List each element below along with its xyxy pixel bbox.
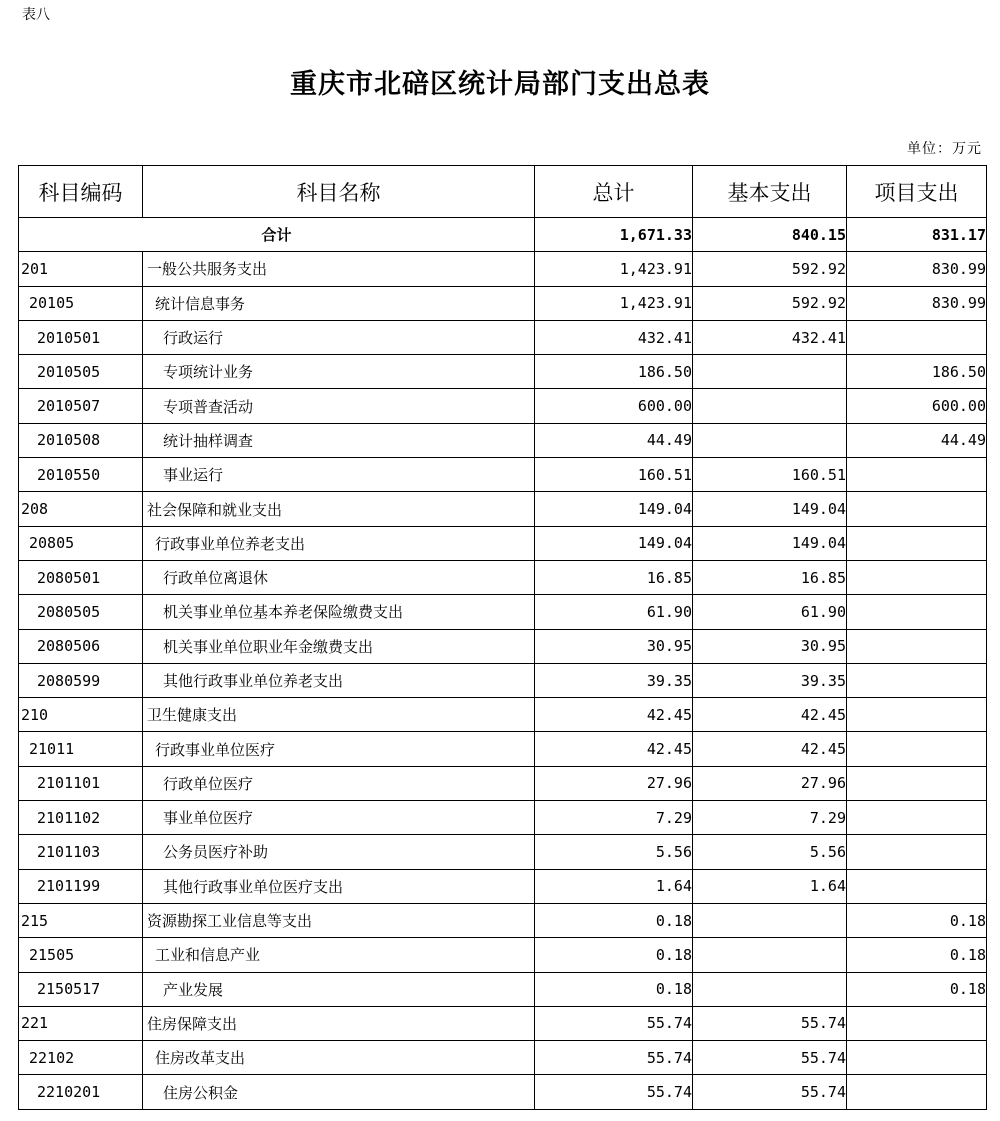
row-name: 产业发展 bbox=[143, 972, 535, 1006]
row-total: 1,423.91 bbox=[535, 286, 693, 320]
row-basic bbox=[693, 903, 847, 937]
page-title: 重庆市北碚区统计局部门支出总表 bbox=[290, 69, 710, 100]
unit-label: 单位：万元 bbox=[907, 141, 982, 157]
row-code: 2101199 bbox=[19, 869, 143, 903]
table-row bbox=[19, 903, 987, 937]
row-name: 行政事业单位养老支出 bbox=[143, 526, 535, 560]
row-basic: 149.04 bbox=[693, 526, 847, 560]
header-code: 科目编码 bbox=[19, 166, 143, 218]
table-row bbox=[19, 1041, 987, 1075]
row-total: 44.49 bbox=[535, 423, 693, 457]
row-project bbox=[847, 732, 987, 766]
row-name: 资源勘探工业信息等支出 bbox=[143, 903, 535, 937]
row-project: 600.00 bbox=[847, 389, 987, 423]
table-row bbox=[19, 663, 987, 697]
row-basic bbox=[693, 938, 847, 972]
row-name: 事业运行 bbox=[143, 458, 535, 492]
row-total: 61.90 bbox=[535, 595, 693, 629]
row-project: 830.99 bbox=[847, 286, 987, 320]
row-code: 20105 bbox=[19, 286, 143, 320]
row-total: 432.41 bbox=[535, 320, 693, 354]
row-code: 2080505 bbox=[19, 595, 143, 629]
row-basic bbox=[693, 423, 847, 457]
row-basic: 55.74 bbox=[693, 1075, 847, 1109]
row-basic: 27.96 bbox=[693, 766, 847, 800]
row-code: 201 bbox=[19, 252, 143, 286]
row-total: 55.74 bbox=[535, 1006, 693, 1040]
table-row bbox=[19, 252, 987, 286]
row-name: 卫生健康支出 bbox=[143, 698, 535, 732]
row-code: 2080506 bbox=[19, 629, 143, 663]
table-row bbox=[19, 492, 987, 526]
row-total: 5.56 bbox=[535, 835, 693, 869]
table-row bbox=[19, 938, 987, 972]
total-label: 合计 bbox=[19, 218, 535, 252]
row-total: 16.85 bbox=[535, 560, 693, 594]
row-project bbox=[847, 526, 987, 560]
total-basic: 840.15 bbox=[693, 218, 847, 252]
table-row bbox=[19, 458, 987, 492]
table-row bbox=[19, 1006, 987, 1040]
row-total: 0.18 bbox=[535, 938, 693, 972]
row-basic: 149.04 bbox=[693, 492, 847, 526]
row-total: 42.45 bbox=[535, 732, 693, 766]
row-code: 2010550 bbox=[19, 458, 143, 492]
row-code: 2010501 bbox=[19, 320, 143, 354]
table-row bbox=[19, 766, 987, 800]
row-project bbox=[847, 320, 987, 354]
row-basic: 160.51 bbox=[693, 458, 847, 492]
header-total: 总计 bbox=[535, 166, 693, 218]
row-project bbox=[847, 869, 987, 903]
row-name: 住房公积金 bbox=[143, 1075, 535, 1109]
row-project bbox=[847, 698, 987, 732]
row-total: 27.96 bbox=[535, 766, 693, 800]
row-basic: 61.90 bbox=[693, 595, 847, 629]
row-total: 55.74 bbox=[535, 1075, 693, 1109]
row-code: 2150517 bbox=[19, 972, 143, 1006]
row-project: 0.18 bbox=[847, 972, 987, 1006]
row-code: 2010505 bbox=[19, 355, 143, 389]
table-row bbox=[19, 526, 987, 560]
row-code: 2210201 bbox=[19, 1075, 143, 1109]
header-project: 项目支出 bbox=[847, 166, 987, 218]
row-name: 其他行政事业单位养老支出 bbox=[143, 663, 535, 697]
row-project: 0.18 bbox=[847, 938, 987, 972]
row-total: 42.45 bbox=[535, 698, 693, 732]
row-code: 2010507 bbox=[19, 389, 143, 423]
row-basic: 39.35 bbox=[693, 663, 847, 697]
row-project bbox=[847, 835, 987, 869]
row-code: 20805 bbox=[19, 526, 143, 560]
table-row bbox=[19, 595, 987, 629]
row-name: 事业单位医疗 bbox=[143, 801, 535, 835]
total-sum: 1,671.33 bbox=[535, 218, 693, 252]
row-name: 统计信息事务 bbox=[143, 286, 535, 320]
row-name: 专项普查活动 bbox=[143, 389, 535, 423]
row-total: 30.95 bbox=[535, 629, 693, 663]
row-basic bbox=[693, 355, 847, 389]
table-row bbox=[19, 972, 987, 1006]
row-code: 2101103 bbox=[19, 835, 143, 869]
total-row bbox=[19, 218, 987, 252]
expenditure-table bbox=[18, 165, 987, 1110]
row-project bbox=[847, 595, 987, 629]
row-basic bbox=[693, 389, 847, 423]
row-code: 2080501 bbox=[19, 560, 143, 594]
row-total: 1,423.91 bbox=[535, 252, 693, 286]
row-basic: 42.45 bbox=[693, 732, 847, 766]
row-name: 专项统计业务 bbox=[143, 355, 535, 389]
row-basic: 30.95 bbox=[693, 629, 847, 663]
header-row bbox=[19, 166, 987, 218]
row-name: 机关事业单位职业年金缴费支出 bbox=[143, 629, 535, 663]
row-basic bbox=[693, 972, 847, 1006]
row-basic: 16.85 bbox=[693, 560, 847, 594]
row-project: 44.49 bbox=[847, 423, 987, 457]
row-project bbox=[847, 801, 987, 835]
table-row bbox=[19, 869, 987, 903]
row-name: 统计抽样调查 bbox=[143, 423, 535, 457]
row-name: 一般公共服务支出 bbox=[143, 252, 535, 286]
row-name: 社会保障和就业支出 bbox=[143, 492, 535, 526]
row-total: 55.74 bbox=[535, 1041, 693, 1075]
header-basic: 基本支出 bbox=[693, 166, 847, 218]
row-code: 22102 bbox=[19, 1041, 143, 1075]
total-project: 831.17 bbox=[847, 218, 987, 252]
row-basic: 592.92 bbox=[693, 252, 847, 286]
row-code: 2101102 bbox=[19, 801, 143, 835]
row-basic: 592.92 bbox=[693, 286, 847, 320]
row-code: 21011 bbox=[19, 732, 143, 766]
row-project bbox=[847, 492, 987, 526]
row-total: 600.00 bbox=[535, 389, 693, 423]
row-total: 39.35 bbox=[535, 663, 693, 697]
row-name: 其他行政事业单位医疗支出 bbox=[143, 869, 535, 903]
row-total: 1.64 bbox=[535, 869, 693, 903]
row-project bbox=[847, 663, 987, 697]
row-project bbox=[847, 1075, 987, 1109]
table-row bbox=[19, 629, 987, 663]
row-basic: 5.56 bbox=[693, 835, 847, 869]
row-project: 830.99 bbox=[847, 252, 987, 286]
row-basic: 1.64 bbox=[693, 869, 847, 903]
row-total: 186.50 bbox=[535, 355, 693, 389]
table-number-label: 表八 bbox=[22, 7, 50, 23]
row-name: 住房保障支出 bbox=[143, 1006, 535, 1040]
row-basic: 7.29 bbox=[693, 801, 847, 835]
row-basic: 432.41 bbox=[693, 320, 847, 354]
row-name: 行政事业单位医疗 bbox=[143, 732, 535, 766]
row-basic: 42.45 bbox=[693, 698, 847, 732]
row-total: 7.29 bbox=[535, 801, 693, 835]
table-row bbox=[19, 286, 987, 320]
row-name: 机关事业单位基本养老保险缴费支出 bbox=[143, 595, 535, 629]
row-name: 工业和信息产业 bbox=[143, 938, 535, 972]
table-row bbox=[19, 320, 987, 354]
table-row bbox=[19, 801, 987, 835]
table-row bbox=[19, 389, 987, 423]
row-basic: 55.74 bbox=[693, 1006, 847, 1040]
row-code: 2080599 bbox=[19, 663, 143, 697]
row-name: 行政运行 bbox=[143, 320, 535, 354]
row-code: 208 bbox=[19, 492, 143, 526]
header-name: 科目名称 bbox=[143, 166, 535, 218]
table-row bbox=[19, 698, 987, 732]
row-basic: 55.74 bbox=[693, 1041, 847, 1075]
row-name: 公务员医疗补助 bbox=[143, 835, 535, 869]
row-project: 0.18 bbox=[847, 903, 987, 937]
row-code: 21505 bbox=[19, 938, 143, 972]
row-project bbox=[847, 458, 987, 492]
row-total: 0.18 bbox=[535, 972, 693, 1006]
row-total: 149.04 bbox=[535, 492, 693, 526]
row-name: 行政单位离退休 bbox=[143, 560, 535, 594]
row-code: 221 bbox=[19, 1006, 143, 1040]
row-code: 215 bbox=[19, 903, 143, 937]
row-code: 2101101 bbox=[19, 766, 143, 800]
row-total: 149.04 bbox=[535, 526, 693, 560]
table-row bbox=[19, 560, 987, 594]
row-code: 210 bbox=[19, 698, 143, 732]
table-row bbox=[19, 423, 987, 457]
row-name: 行政单位医疗 bbox=[143, 766, 535, 800]
row-total: 160.51 bbox=[535, 458, 693, 492]
row-project bbox=[847, 766, 987, 800]
table-row bbox=[19, 835, 987, 869]
row-code: 2010508 bbox=[19, 423, 143, 457]
table-row bbox=[19, 732, 987, 766]
table-row bbox=[19, 355, 987, 389]
row-project bbox=[847, 629, 987, 663]
row-total: 0.18 bbox=[535, 903, 693, 937]
row-project bbox=[847, 1041, 987, 1075]
table-row bbox=[19, 1075, 987, 1109]
row-project bbox=[847, 560, 987, 594]
row-project bbox=[847, 1006, 987, 1040]
row-name: 住房改革支出 bbox=[143, 1041, 535, 1075]
row-project: 186.50 bbox=[847, 355, 987, 389]
